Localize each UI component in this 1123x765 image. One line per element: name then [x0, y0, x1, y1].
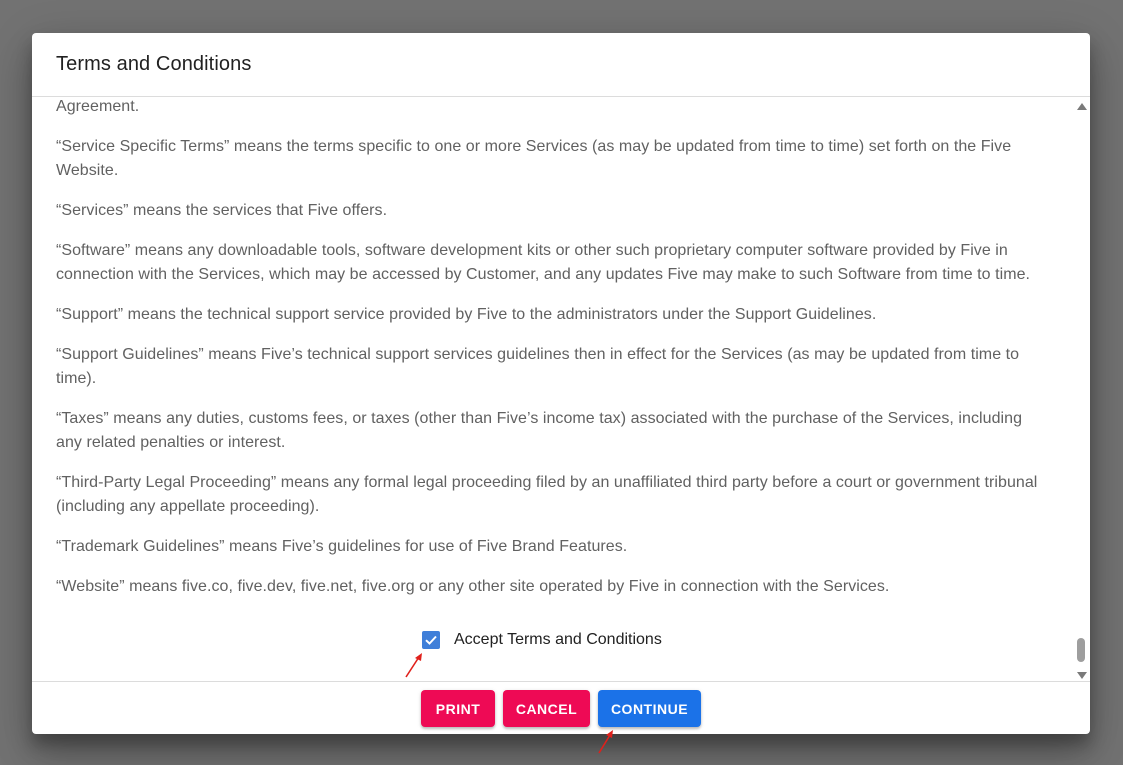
red-arrow-icon: [402, 650, 426, 680]
accept-terms-checkbox[interactable]: [422, 631, 440, 649]
terms-paragraph: “Support” means the technical support service provided by Five to the administrators under the Support Guidelines.: [56, 306, 877, 323]
scroll-down-arrow-icon[interactable]: [1077, 672, 1087, 679]
terms-scroll-area[interactable]: [32, 98, 1090, 681]
terms-paragraph: “Services” means the services that Five offers.: [56, 202, 388, 219]
terms-paragraph: “Taxes” means any duties, customs fees, or taxes (other than Five’s income tax) associated with the purchase of the Services, including any related penalties or interest.: [56, 410, 1023, 451]
terms-paragraph: “Support Guidelines” means Five’s technical support services guidelines then in effect for the Services (as may be updated from time to time).: [56, 346, 1020, 387]
cancel-button[interactable]: CANCEL: [503, 690, 590, 727]
accept-terms-label[interactable]: Accept Terms and Conditions: [454, 631, 662, 648]
terms-dialog: [32, 33, 1090, 734]
continue-button[interactable]: CONTINUE: [598, 690, 701, 727]
terms-text: [56, 98, 1046, 615]
dialog-title: Terms and Conditions: [32, 33, 1090, 97]
terms-paragraph: “Third-Party Legal Proceeding” means any formal legal proceeding filed by an unaffiliated third party before a court or government tribunal (including any appellate proceeding).: [56, 474, 1038, 515]
terms-paragraph: “Service Specific Terms” means the terms specific to one or more Services (as may be updated from time to time) set forth on the Five Website.: [56, 138, 1012, 179]
dialog-actions: [32, 681, 1090, 734]
accept-terms-row[interactable]: [422, 628, 662, 652]
terms-paragraph: “Website” means five.co, five.dev, five.net, five.org or any other site operated by Five in connection with the Services.: [56, 578, 890, 595]
red-arrow-icon: [595, 726, 619, 756]
terms-paragraph: Agreement.: [56, 98, 140, 115]
terms-paragraph: “Software” means any downloadable tools, software development kits or other such proprietary computer software provided by Five in connection with the Services, which may be accessed by Customer, and any updates Five may make to such Software from time to time.: [56, 242, 1031, 283]
scroll-up-arrow-icon[interactable]: [1077, 103, 1087, 110]
check-icon: [424, 633, 438, 647]
print-button[interactable]: PRINT: [421, 690, 495, 727]
terms-paragraph: “Trademark Guidelines” means Five’s guidelines for use of Five Brand Features.: [56, 538, 628, 555]
content-scrollbar[interactable]: [1074, 98, 1088, 681]
scrollbar-thumb[interactable]: [1077, 638, 1085, 662]
